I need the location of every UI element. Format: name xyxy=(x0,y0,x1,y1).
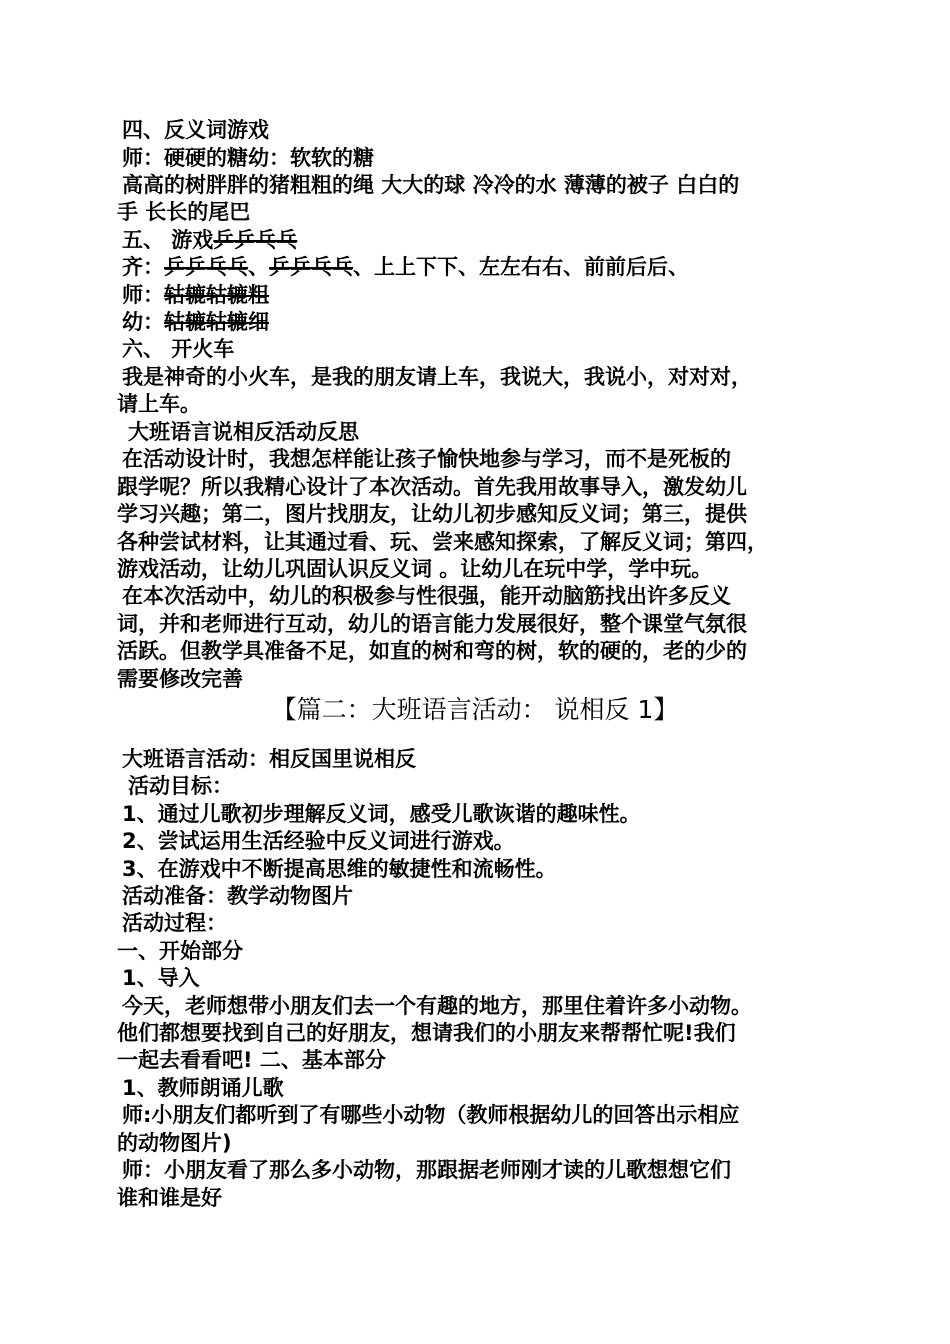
chapter-heading: 【篇二：大班语言活动： 说相反 1】 xyxy=(271,695,679,724)
text-line: 需要修改完善 xyxy=(117,667,243,691)
text-line: 今天，老师想带小朋友们去一个有趣的地方，那里住着许多小动物。 xyxy=(122,994,752,1018)
text-line: 3、在游戏中不断提高思维的敏捷性和流畅性。 xyxy=(122,857,557,881)
text-span: 师： xyxy=(122,283,164,307)
struck-text: 乒乒乓乓 xyxy=(269,255,353,279)
text-span: 齐： xyxy=(122,255,164,279)
text-line: 我是神奇的小火车，是我的朋友请上车，我说大，我说小，对对对， xyxy=(122,365,752,389)
struck-text: 轱辘轱辘粗 xyxy=(164,283,269,307)
text-span: 五、 游戏 xyxy=(122,228,214,252)
text-line: 各种尝试材料，让其通过看、玩、尝来感知探索，了解反义词；第四， xyxy=(117,530,768,554)
struck-text: 乒乒乓乓 xyxy=(164,255,248,279)
text-line: 请上车。 xyxy=(117,392,201,416)
text-line: 师：硬硬的糖幼：软软的糖 xyxy=(122,146,374,170)
text-line: 大班语言说相反活动反思 xyxy=(128,420,359,444)
text-line: 跟学呢？所以我精心设计了本次活动。首先我用故事导入，激发幼儿 xyxy=(117,475,747,499)
text-line: 师：小朋友看了那么多小动物，那跟据老师刚才读的儿歌想想它们 xyxy=(122,1158,731,1182)
text-line: 高高的树胖胖的猪粗粗的绳 大大的球 冷冷的水 薄薄的被子 白白的 xyxy=(122,173,740,197)
text-span: 、 xyxy=(248,255,269,279)
text-line xyxy=(122,227,297,253)
text-line: 游戏活动，让幼儿巩固认识反义词 。让幼儿在玩中学，学中玩。 xyxy=(117,557,713,581)
text-line: 谁和谁是好 xyxy=(117,1186,222,1210)
text-span: 、上上下下、左左右右、前前后后、 xyxy=(353,255,689,279)
text-span: 幼： xyxy=(122,310,164,334)
text-line: 四、反义词游戏 xyxy=(122,118,269,142)
text-line xyxy=(122,254,689,280)
text-line: 六、 开火车 xyxy=(122,337,235,361)
text-line: 一、开始部分 xyxy=(117,939,243,963)
text-line xyxy=(122,309,269,335)
text-line: 活动目标： xyxy=(128,774,233,798)
text-line: 的动物图片) xyxy=(117,1131,232,1155)
text-line: 师:小朋友们都听到了有哪些小动物（教师根据幼儿的回答出示相应 xyxy=(122,1103,740,1127)
text-line xyxy=(122,282,269,308)
text-line: 2、尝试运用生活经验中反义词进行游戏。 xyxy=(122,829,515,853)
struck-text: 乒乒乓乓 xyxy=(213,228,298,252)
text-line: 在活动设计时，我想怎样能让孩子愉快地参与学习，而不是死板的 xyxy=(122,447,731,471)
struck-text: 轱辘轱辘细 xyxy=(164,310,269,334)
text-line: 活动过程： xyxy=(122,911,227,935)
text-line: 在本次活动中，幼儿的积极参与性很强，能开动脑筋找出许多反义 xyxy=(122,584,731,608)
text-line: 一起去看看吧! 二、基本部分 xyxy=(117,1048,386,1072)
text-line: 1、导入 xyxy=(122,966,200,990)
text-line: 大班语言活动：相反国里说相反 xyxy=(122,747,416,771)
text-line: 他们都想要找到自己的好朋友，想请我们的小朋友来帮帮忙呢!我们 xyxy=(117,1021,736,1045)
text-line: 1、通过儿歌初步理解反义词，感受儿歌诙谐的趣味性。 xyxy=(122,802,641,826)
text-line: 1、教师朗诵儿歌 xyxy=(122,1076,284,1100)
text-line: 手 长长的尾巴 xyxy=(117,200,251,224)
text-line: 学习兴趣；第二，图片找朋友，让幼儿初步感知反义词；第三，提供 xyxy=(117,502,747,526)
text-line: 活动准备：教学动物图片 xyxy=(122,884,353,908)
text-line: 词，并和老师进行互动，幼儿的语言能力发展很好，整个课堂气氛很 xyxy=(117,612,747,636)
text-line: 活跃。但教学具准备不足，如直的树和弯的树，软的硬的，老的少的 xyxy=(117,639,747,663)
